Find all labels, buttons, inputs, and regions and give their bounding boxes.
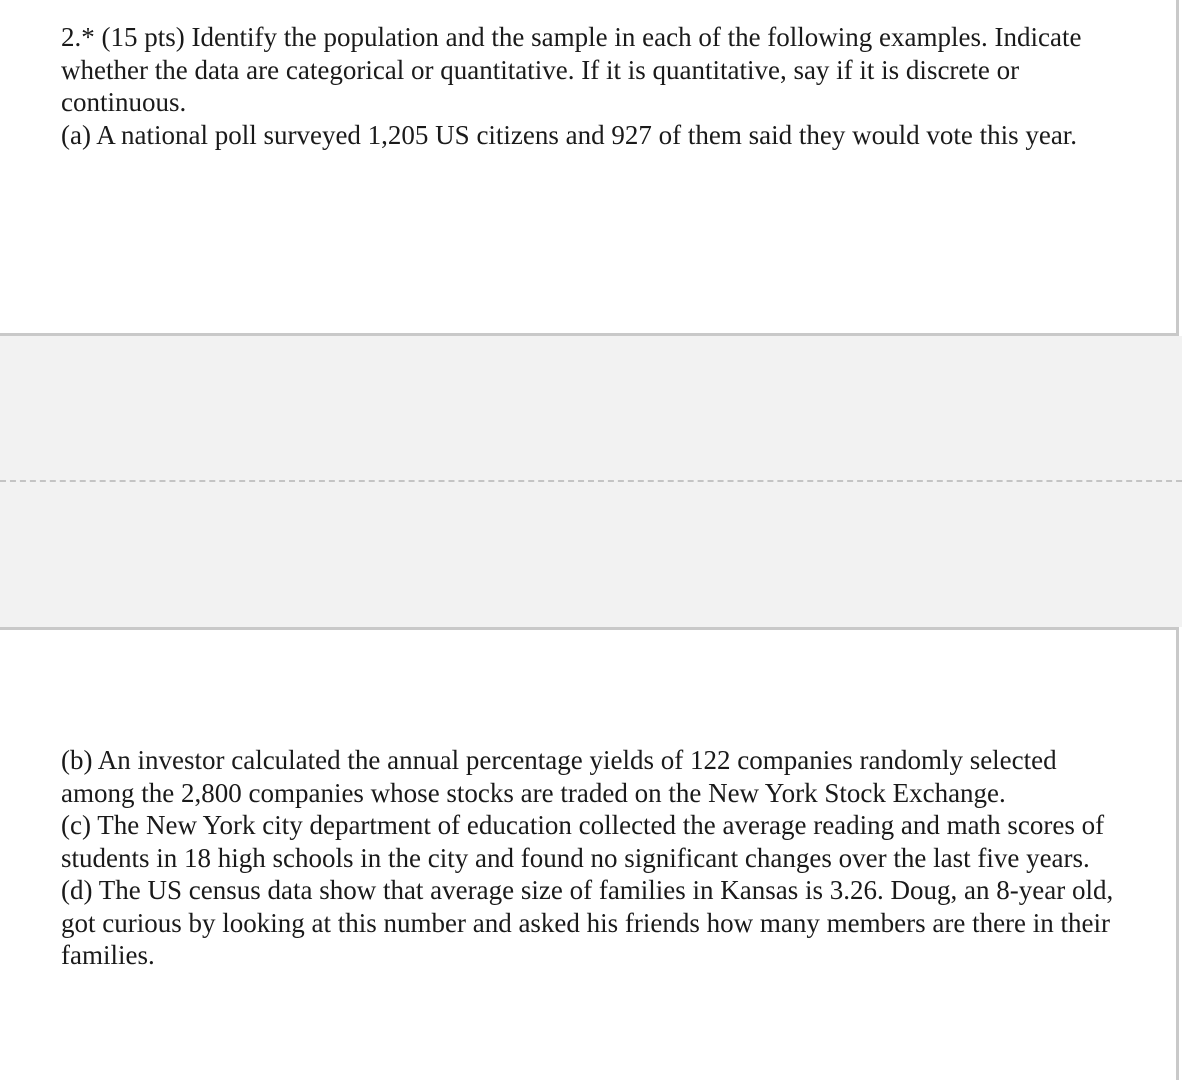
question-header: 2.* (15 pts) Identify the population and the sample in each of the following examples. Indicate whether the data are categorical or quantitative. If it is quantitative, say if it is discrete or continuous.: [61, 22, 1082, 117]
page-break-divider: [0, 480, 1182, 482]
question-part-a: (a) A national poll surveyed 1,205 US citizens and 927 of them said they would vote this year.: [61, 119, 1078, 150]
question-part-d: (d) The US census data show that average size of families in Kansas is 3.26. Doug, an 8-year old, got curious by looking at this number and asked his friends how many members are there in their families.: [61, 875, 1114, 970]
question-part-b: (b) An investor calculated the annual percentage yields of 122 companies randomly selected among the 2,800 companies whose stocks are traded on the New York Stock Exchange.: [61, 745, 1057, 808]
question-bottom-text: [61, 744, 1121, 972]
question-part-c: (c) The New York city department of education collected the average reading and math scores of students in 18 high schools in the city and found no significant changes over the last five years.: [61, 810, 1105, 873]
question-top-text: [61, 21, 1121, 151]
